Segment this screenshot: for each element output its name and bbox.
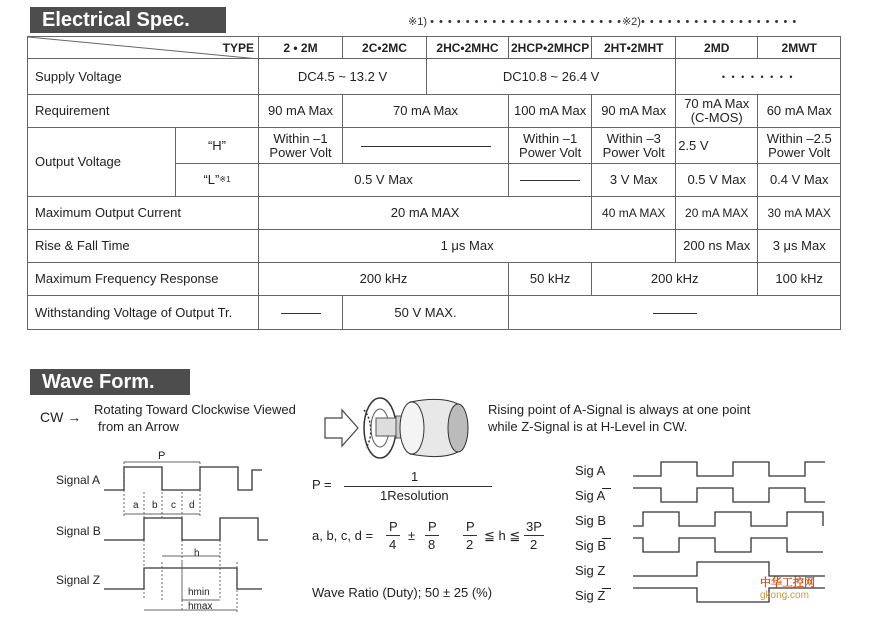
type-col-6: 2MD <box>676 37 758 59</box>
signal-b-label: Signal B <box>56 524 101 538</box>
watermark: 中华工控网 gkong.com <box>760 577 815 601</box>
type-col-7: 2MWT <box>758 37 841 59</box>
with-c1-dash <box>259 296 343 330</box>
note1: ※1) <box>408 16 431 28</box>
cw-desc-1: Rotating Toward Clockwise Viewed <box>94 402 296 417</box>
sig-a-label: Sig A <box>575 463 606 478</box>
supply-v1: DC4.5 ~ 13.2 V <box>259 59 427 95</box>
type-col-1: 2 • 2M <box>259 37 343 59</box>
electrical-spec-header: Electrical Spec. <box>30 7 226 33</box>
p-numerator: 1 <box>411 469 419 484</box>
l-label: “L”$^{※1}$ <box>176 164 259 197</box>
sig-b-bar-label: Sig B <box>575 538 607 553</box>
cw-label: CW → <box>40 409 82 425</box>
p8-num: P <box>428 519 437 534</box>
p2-num: P <box>466 519 475 534</box>
type-cell: TYPE <box>28 37 259 59</box>
rise-c3: 3 μs Max <box>758 230 841 263</box>
freq-c3: 200 kHz <box>592 263 758 296</box>
rise-c2: 200 ns Max <box>676 230 758 263</box>
out-l4: 0.5 V Max <box>676 164 758 197</box>
cur-c2: 40 mA MAX <box>592 197 676 230</box>
abcd-label: a, b, c, d = <box>312 528 374 543</box>
rising-note-1: Rising point of A-Signal is always at one point <box>488 402 751 417</box>
req-c6: 60 mA Max <box>758 95 841 128</box>
type-col-3: 2HC•2MHC <box>427 37 509 59</box>
out-l2-dash <box>509 164 592 197</box>
out-h3: Within –1 Power Volt <box>509 128 592 164</box>
p8-den: 8 <box>428 537 436 552</box>
out-l5: 0.4 V Max <box>758 164 841 197</box>
p-label: P <box>158 450 166 462</box>
out-h1: Within –1 Power Volt <box>259 128 343 164</box>
output-voltage-label: Output Voltage <box>28 128 176 197</box>
req-c3: 100 mA Max <box>509 95 592 128</box>
out-l1: 0.5 V Max <box>259 164 509 197</box>
h-label: “H” <box>176 128 259 164</box>
h-range: ≦ h ≦ <box>484 528 521 543</box>
duty-ratio: Wave Ratio (Duty); 50 ± 25 (%) <box>312 585 493 600</box>
out-l3: 3 V Max <box>592 164 676 197</box>
p-denominator: 1Resolution <box>380 488 449 503</box>
sig-z-label: Sig Z <box>575 563 606 578</box>
type-col-2: 2C•2MC <box>343 37 427 59</box>
cur-c1: 20 mA MAX <box>259 197 592 230</box>
b-label: b <box>152 500 158 511</box>
supply-note-dots: • • • • • • • • <box>676 59 841 95</box>
type-header-row <box>28 37 841 59</box>
p4-den: 4 <box>389 537 397 552</box>
h-dim-label: h <box>194 548 200 559</box>
out-h4: Within –3 Power Volt <box>592 128 676 164</box>
type-col-4: 2HCP•2MHCP <box>509 37 592 59</box>
out-h6: Within –2.5 Power Volt <box>758 128 841 164</box>
cw-desc-2: from an Arrow <box>98 419 179 434</box>
freq-row <box>28 263 841 296</box>
supply-v2: DC10.8 ~ 26.4 V <box>427 59 676 95</box>
hmin-label: hmin <box>188 587 210 598</box>
wave-form-header: Wave Form. <box>30 369 190 395</box>
sig-b-label: Sig B <box>575 513 607 528</box>
with-c2: 50 V MAX. <box>343 296 509 330</box>
sig-a-bar-label: Sig A <box>575 488 606 503</box>
rise-c1: 1 μs Max <box>259 230 676 263</box>
supply-row <box>28 59 841 95</box>
c-label: c <box>171 500 176 511</box>
rise-row <box>28 230 841 263</box>
freq-c1: 200 kHz <box>259 263 509 296</box>
cur-c3: 20 mA MAX <box>676 197 758 230</box>
freq-label: Maximum Frequency Response <box>28 263 259 296</box>
cur-c4: 30 mA MAX <box>758 197 841 230</box>
supply-label: Supply Voltage <box>28 59 259 95</box>
p4-num: P <box>389 519 398 534</box>
signal-a-label: Signal A <box>56 473 101 487</box>
current-label: Maximum Output Current <box>28 197 259 230</box>
current-row <box>28 197 841 230</box>
sig-z-bar-label: Sig Z <box>575 588 606 603</box>
output-h-row <box>28 128 841 164</box>
out-h2-dash <box>343 128 509 164</box>
freq-c2: 50 kHz <box>509 263 592 296</box>
note2: ※2) <box>621 16 641 28</box>
with-c3-dash <box>509 296 841 330</box>
spec-table <box>27 36 841 330</box>
p-equals: P = <box>312 477 332 492</box>
req-c4: 90 mA Max <box>592 95 676 128</box>
d-label: d <box>189 500 195 511</box>
req-c2: 70 mA Max <box>343 95 509 128</box>
hmax-label: hmax <box>188 601 213 612</box>
rising-note-2: while Z-Signal is at H-Level in CW. <box>488 419 688 434</box>
rise-label: Rise & Fall Time <box>28 230 259 263</box>
signal-z-label: Signal Z <box>56 573 101 587</box>
a-label: a <box>133 500 139 511</box>
req-c1: 90 mA Max <box>259 95 343 128</box>
withstand-row <box>28 296 841 330</box>
withstand-label: Withstanding Voltage of Output Tr. <box>28 296 259 330</box>
requirement-label: Requirement <box>28 95 259 128</box>
freq-c4: 100 kHz <box>758 263 841 296</box>
type-col-5: 2HT•2MHT <box>592 37 676 59</box>
3p-den: 2 <box>530 537 538 552</box>
req-c5: 70 mA Max (C-MOS) <box>676 95 758 128</box>
encoder-illustration <box>322 390 472 462</box>
spec-notes: ※1) • • • • • • • • • • • • • • • • • • • • • •※2)• • • • • • • • • • • • • • • • • • <box>408 16 798 28</box>
p2-den: 2 <box>466 537 474 552</box>
3p-num: 3P <box>526 519 542 534</box>
out-h5: 2.5 V <box>676 128 758 164</box>
requirement-row <box>28 95 841 128</box>
plus-minus: ± <box>408 528 416 543</box>
